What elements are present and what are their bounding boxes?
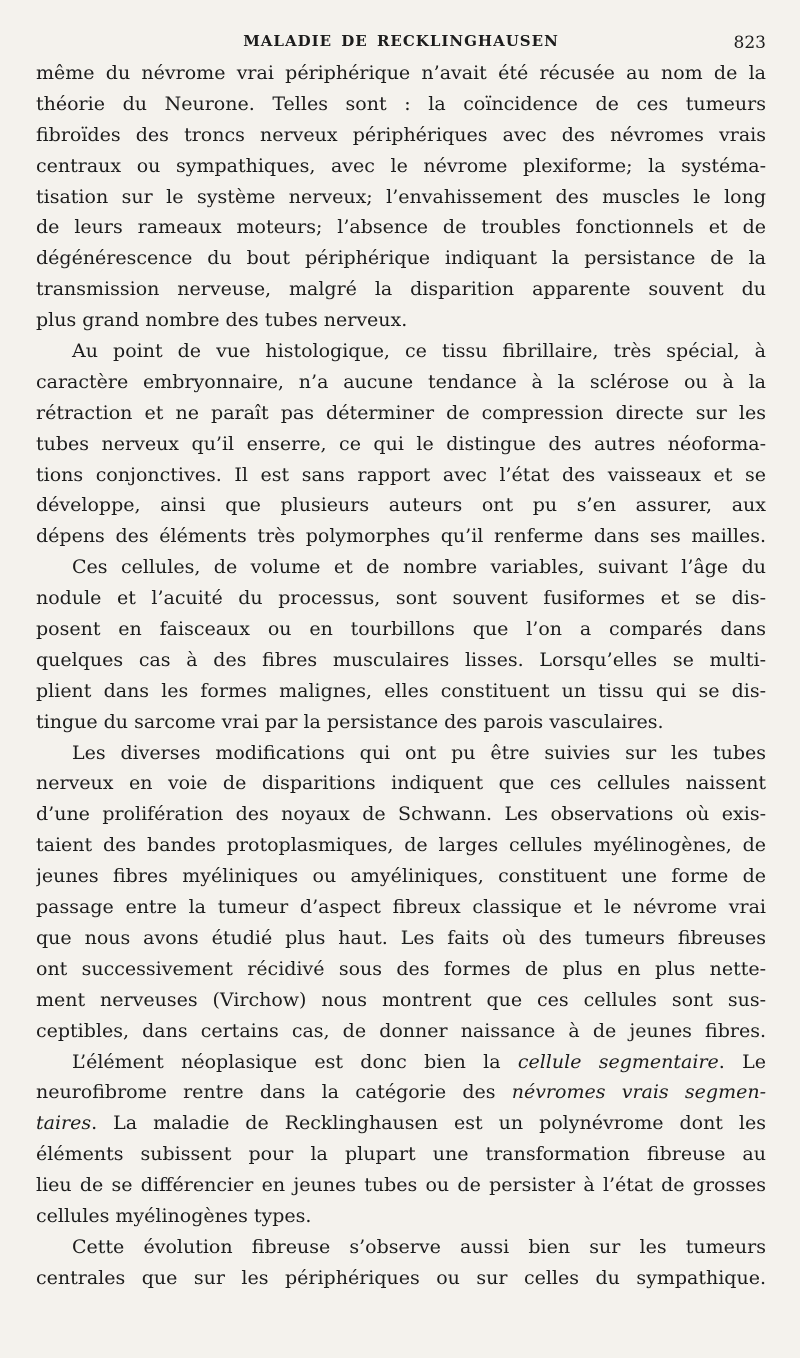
text-line: caractère embryonnaire, n’a aucune tendance à la sclérose ou à la (36, 370, 766, 393)
text-line: ment nerveuses (Virchow) nous montrent que ces cellules sont sus- (36, 988, 766, 1011)
text-line: transmission nerveuse, malgré la disparition apparente souvent du (36, 278, 766, 301)
text-line: jeunes fibres myéliniques ou amyéliniques, constituent une forme de (36, 865, 766, 888)
text-line: quelques cas à des fibres musculaires lisses. Lorsqu’elles se multi- (36, 648, 766, 671)
text-line: fibroïdes des troncs nerveux périphériques avec des névromes vrais (36, 123, 766, 146)
text-line: plient dans les formes malignes, elles constituent un tissu qui se dis- (36, 679, 766, 702)
page-number: 823 (733, 33, 766, 53)
text-line: centrales que sur les périphériques ou sur celles du sympathique. (36, 1266, 766, 1289)
text-line: L’élément néoplasique est donc bien la cellule segmentaire. Le (72, 1050, 766, 1073)
text-line: tingue du sarcome vrai par la persistance des parois vasculaires. (36, 710, 664, 733)
text-line: de leurs rameaux moteurs; l’absence de troubles fonctionnels et de (36, 216, 766, 239)
text-line: dépens des éléments très polymorphes qu’il renferme dans ses mailles. (36, 525, 766, 548)
text-line: passage entre la tumeur d’aspect fibreux classique et le névrome vrai (36, 896, 766, 919)
text-line: Au point de vue histologique, ce tissu fibrillaire, très spécial, à (72, 340, 766, 363)
page-header (36, 32, 766, 54)
text-line: dégénérescence du bout périphérique indiquant la persistance de la (36, 247, 766, 270)
text-line: ceptibles, dans certains cas, de donner naissance à de jeunes fibres. (36, 1019, 766, 1042)
text-line: Les diverses modifications qui ont pu être suivies sur les tubes (72, 741, 766, 764)
text-line: cellules myélinogènes types. (36, 1204, 312, 1227)
text-line: centraux ou sympathiques, avec le névrome plexiforme; la systéma- (36, 154, 766, 177)
body-text (36, 58, 766, 1294)
text-line: que nous avons étudié plus haut. Les faits où des tumeurs fibreuses (36, 926, 766, 949)
text-line: théorie du Neurone. Telles sont : la coïncidence de ces tumeurs (36, 92, 766, 115)
text-line: tisation sur le système nerveux; l’envahissement des muscles le long (36, 185, 766, 208)
text-line: tions conjonctives. Il est sans rapport avec l’état des vaisseaux et se (36, 463, 766, 486)
text-line: plus grand nombre des tubes nerveux. (36, 309, 408, 332)
running-title: MALADIE DE RECKLINGHAUSEN (243, 32, 559, 50)
text-line: tubes nerveux qu’il enserre, ce qui le distingue des autres néoforma- (36, 432, 766, 455)
text-line: d’une prolifération des noyaux de Schwann. Les observations où exis- (36, 803, 766, 826)
text-line: développe, ainsi que plusieurs auteurs ont pu s’en assurer, aux (36, 494, 766, 517)
text-line: Ces cellules, de volume et de nombre variables, suivant l’âge du (72, 556, 766, 579)
text-line: même du névrome vrai périphérique n’avait été récusée au nom de la (36, 62, 766, 84)
text-line: nerveux en voie de disparitions indiquent que ces cellules naissent (36, 772, 766, 795)
text-line: neurofibrome rentre dans la catégorie des névromes vrais segmen- (36, 1081, 766, 1104)
text-line: ont successivement récidivé sous des formes de plus en plus nette- (36, 957, 766, 980)
text-line: éléments subissent pour la plupart une transformation fibreuse au (36, 1143, 766, 1166)
text-line: lieu de se différencier en jeunes tubes ou de persister à l’état de grosses (36, 1174, 766, 1197)
text-line: taient des bandes protoplasmiques, de larges cellules myélinogènes, de (36, 834, 766, 857)
text-line: posent en faisceaux ou en tourbillons que l’on a comparés dans (36, 618, 766, 641)
text-line: Cette évolution fibreuse s’observe aussi bien sur les tumeurs (72, 1235, 766, 1258)
text-line: rétraction et ne paraît pas déterminer de compression directe sur les (36, 401, 766, 424)
text-line: nodule et l’acuité du processus, sont souvent fusiformes et se dis- (36, 587, 766, 610)
text-line: taires. La maladie de Recklinghausen est un polynévrome dont les (36, 1112, 766, 1135)
